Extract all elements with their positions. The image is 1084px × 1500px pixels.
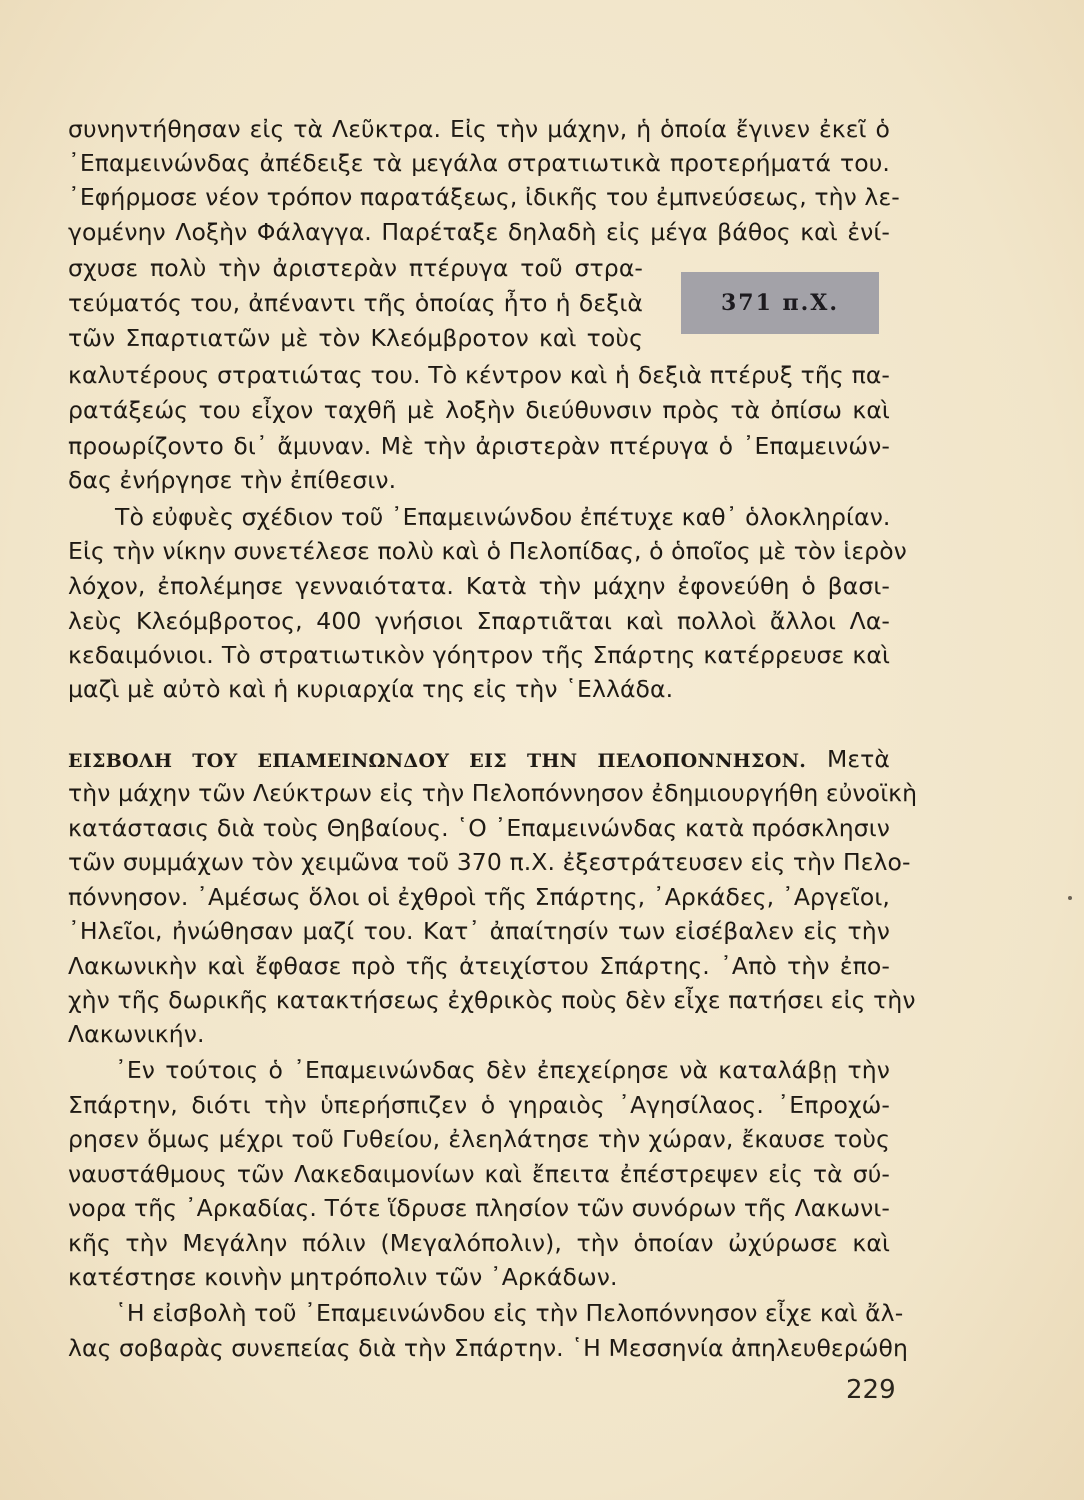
text-line: Εἰς τὴν νίκην συνετέλεσε πολὺ καὶ ὁ Πελοπίδας, ὁ ὁποῖος μὲ τὸν ἱερὸν	[68, 537, 907, 565]
text-line: χὴν τῆς δωρικῆς κατακτήσεως ἐχθρικὸς ποὺς δὲν εἶχε πατήσει εἰς τὴν	[68, 986, 916, 1014]
text-line: μαζὶ μὲ αὐτὸ καὶ ἡ κυριαρχία της εἰς τὴν ῾Ελλάδα.	[68, 675, 674, 703]
margin-date-label: 371 π.Χ.	[720, 290, 840, 316]
text-line: ᾿Ηλεῖοι, ἠνώθησαν μαζί του. Κατ᾿ ἀπαίτησίν των εἰσέβαλεν εἰς τὴν	[68, 917, 890, 945]
text-line: τῶν συμμάχων τὸν χειμῶνα τοῦ 370 π.Χ. ἐξεστράτευσεν εἰς τὴν Πελο-	[68, 848, 911, 876]
text-line: γομένην Λοξὴν Φάλαγγα. Παρέταξε δηλαδὴ εἰς μέγα βάθος καὶ ἐνί-	[68, 218, 890, 246]
text-line: κατάστασις διὰ τοὺς Θηβαίους. ῾Ο ᾿Επαμεινώνδας κατὰ πρόσκλησιν	[68, 814, 890, 842]
text-line: συνηντήθησαν εἰς τὰ Λεῦκτρα. Εἰς τὴν μάχην, ἡ ὁποία ἔγινεν ἐκεῖ ὁ	[68, 115, 890, 143]
text-line: κατέστησε κοινὴν μητρόπολιν τῶν ᾿Αρκάδων.	[68, 1263, 618, 1291]
section-heading: ΕΙΣΒΟΛΗ ΤΟΥ ΕΠΑΜΕΙΝΩΝΔΟΥ ΕΙΣ ΤΗΝ ΠΕΛΟΠΟΝΝΗΣΟΝ.	[68, 750, 807, 772]
text-line: ῾Η εἰσβολὴ τοῦ ᾿Επαμεινώνδου εἰς τὴν Πελοπόννησον εἶχε καὶ ἄλ-	[115, 1299, 904, 1327]
text-line: τῶν Σπαρτιατῶν μὲ τὸν Κλεόμβροτον καὶ τοὺς	[68, 324, 643, 352]
text-line: ᾿Εφήρμοσε νέον τρόπον παρατάξεως, ἰδικῆς του ἐμπνεύσεως, τὴν λε-	[68, 183, 900, 211]
text-line: κεδαιμόνιοι. Τὸ στρατιωτικὸν γόητρον τῆς Σπάρτης κατέρρευσε καὶ	[68, 641, 890, 669]
text-line: ρατάξεώς του εἶχον ταχθῆ μὲ λοξὴν διεύθυνσιν πρὸς τὰ ὀπίσω καὶ	[68, 396, 890, 424]
text-line: ᾿Εν τούτοις ὁ ᾿Επαμεινώνδας δὲν ἐπεχείρησε νὰ καταλάβῃ τὴν	[115, 1056, 890, 1084]
text-line: Λακωνικὴν καὶ ἔφθασε πρὸ τῆς ἀτειχίστου Σπάρτης. ᾿Απὸ τὴν ἐπο-	[68, 952, 890, 980]
text-line: σχυσε πολὺ τὴν ἀριστερὰν πτέρυγα τοῦ στρα-	[68, 254, 643, 282]
text-line: Σπάρτην, διότι τὴν ὑπερήσπιζεν ὁ γηραιὸς ᾿Αγησίλαος. ᾿Επροχώ-	[68, 1091, 890, 1119]
text-line: λας σοβαρὰς συνεπείας διὰ τὴν Σπάρτην. ῾Η Μεσσηνία ἀπηλευθερώθη	[68, 1334, 908, 1362]
text-line: κῆς τὴν Μεγάλην πόλιν (Μεγαλόπολιν), τὴν ὁποίαν ὠχύρωσε καὶ	[68, 1229, 890, 1257]
text-line: προωρίζοντο δι᾿ ἄμυναν. Μὲ τὴν ἀριστερὰν πτέρυγα ὁ ᾿Επαμεινών-	[68, 432, 890, 460]
text-line: ρησεν ὅμως μέχρι τοῦ Γυθείου, ἐλεηλάτησε τὴν χώραν, ἔκαυσε τοὺς	[68, 1125, 890, 1153]
margin-date-box	[681, 272, 879, 334]
paper-speck	[1068, 896, 1072, 900]
text-run: Μετὰ	[826, 745, 890, 773]
section-heading-line	[68, 742, 890, 778]
text-line: ᾿Επαμεινώνδας ἀπέδειξε τὰ μεγάλα στρατιωτικὰ προτερήματά του.	[68, 149, 890, 177]
text-line: καλυτέρους στρατιώτας του. Τὸ κέντρον καὶ ἡ δεξιὰ πτέρυξ τῆς πα-	[68, 361, 890, 389]
text-line: Τὸ εὐφυὲς σχέδιον τοῦ ᾿Επαμεινώνδου ἐπέτυχε καθ᾿ ὁλοκληρίαν.	[115, 503, 891, 531]
text-line: νορα τῆς ᾿Αρκαδίας. Τότε ἵδρυσε πλησίον τῶν συνόρων τῆς Λακωνι-	[68, 1194, 890, 1222]
text-line: τὴν μάχην τῶν Λεύκτρων εἰς τὴν Πελοπόννησον ἐδημιουργήθη εὐνοϊκὴ	[68, 779, 918, 807]
text-line: ναυστάθμους τῶν Λακεδαιμονίων καὶ ἔπειτα ἐπέστρεψεν εἰς τὰ σύ-	[68, 1160, 890, 1188]
text-line: δας ἐνήργησε τὴν ἐπίθεσιν.	[68, 466, 397, 494]
text-line: πόννησον. ᾿Αμέσως ὅλοι οἱ ἐχθροὶ τῆς Σπάρτης, ᾿Αρκάδες, ᾿Αργεῖοι,	[68, 883, 890, 911]
text-line: τεύματός του, ἀπέναντι τῆς ὁποίας ἦτο ἡ δεξιὰ	[68, 289, 643, 317]
text-line: Λακωνικήν.	[68, 1020, 205, 1048]
text-line: λόχον, ἐπολέμησε γενναιότατα. Κατὰ τὴν μάχην ἐφονεύθη ὁ βασι-	[68, 572, 890, 600]
page-number: 229	[846, 1375, 896, 1405]
text-line: λεὺς Κλεόμβροτος, 400 γνήσιοι Σπαρτιᾶται καὶ πολλοὶ ἄλλοι Λα-	[68, 607, 890, 635]
